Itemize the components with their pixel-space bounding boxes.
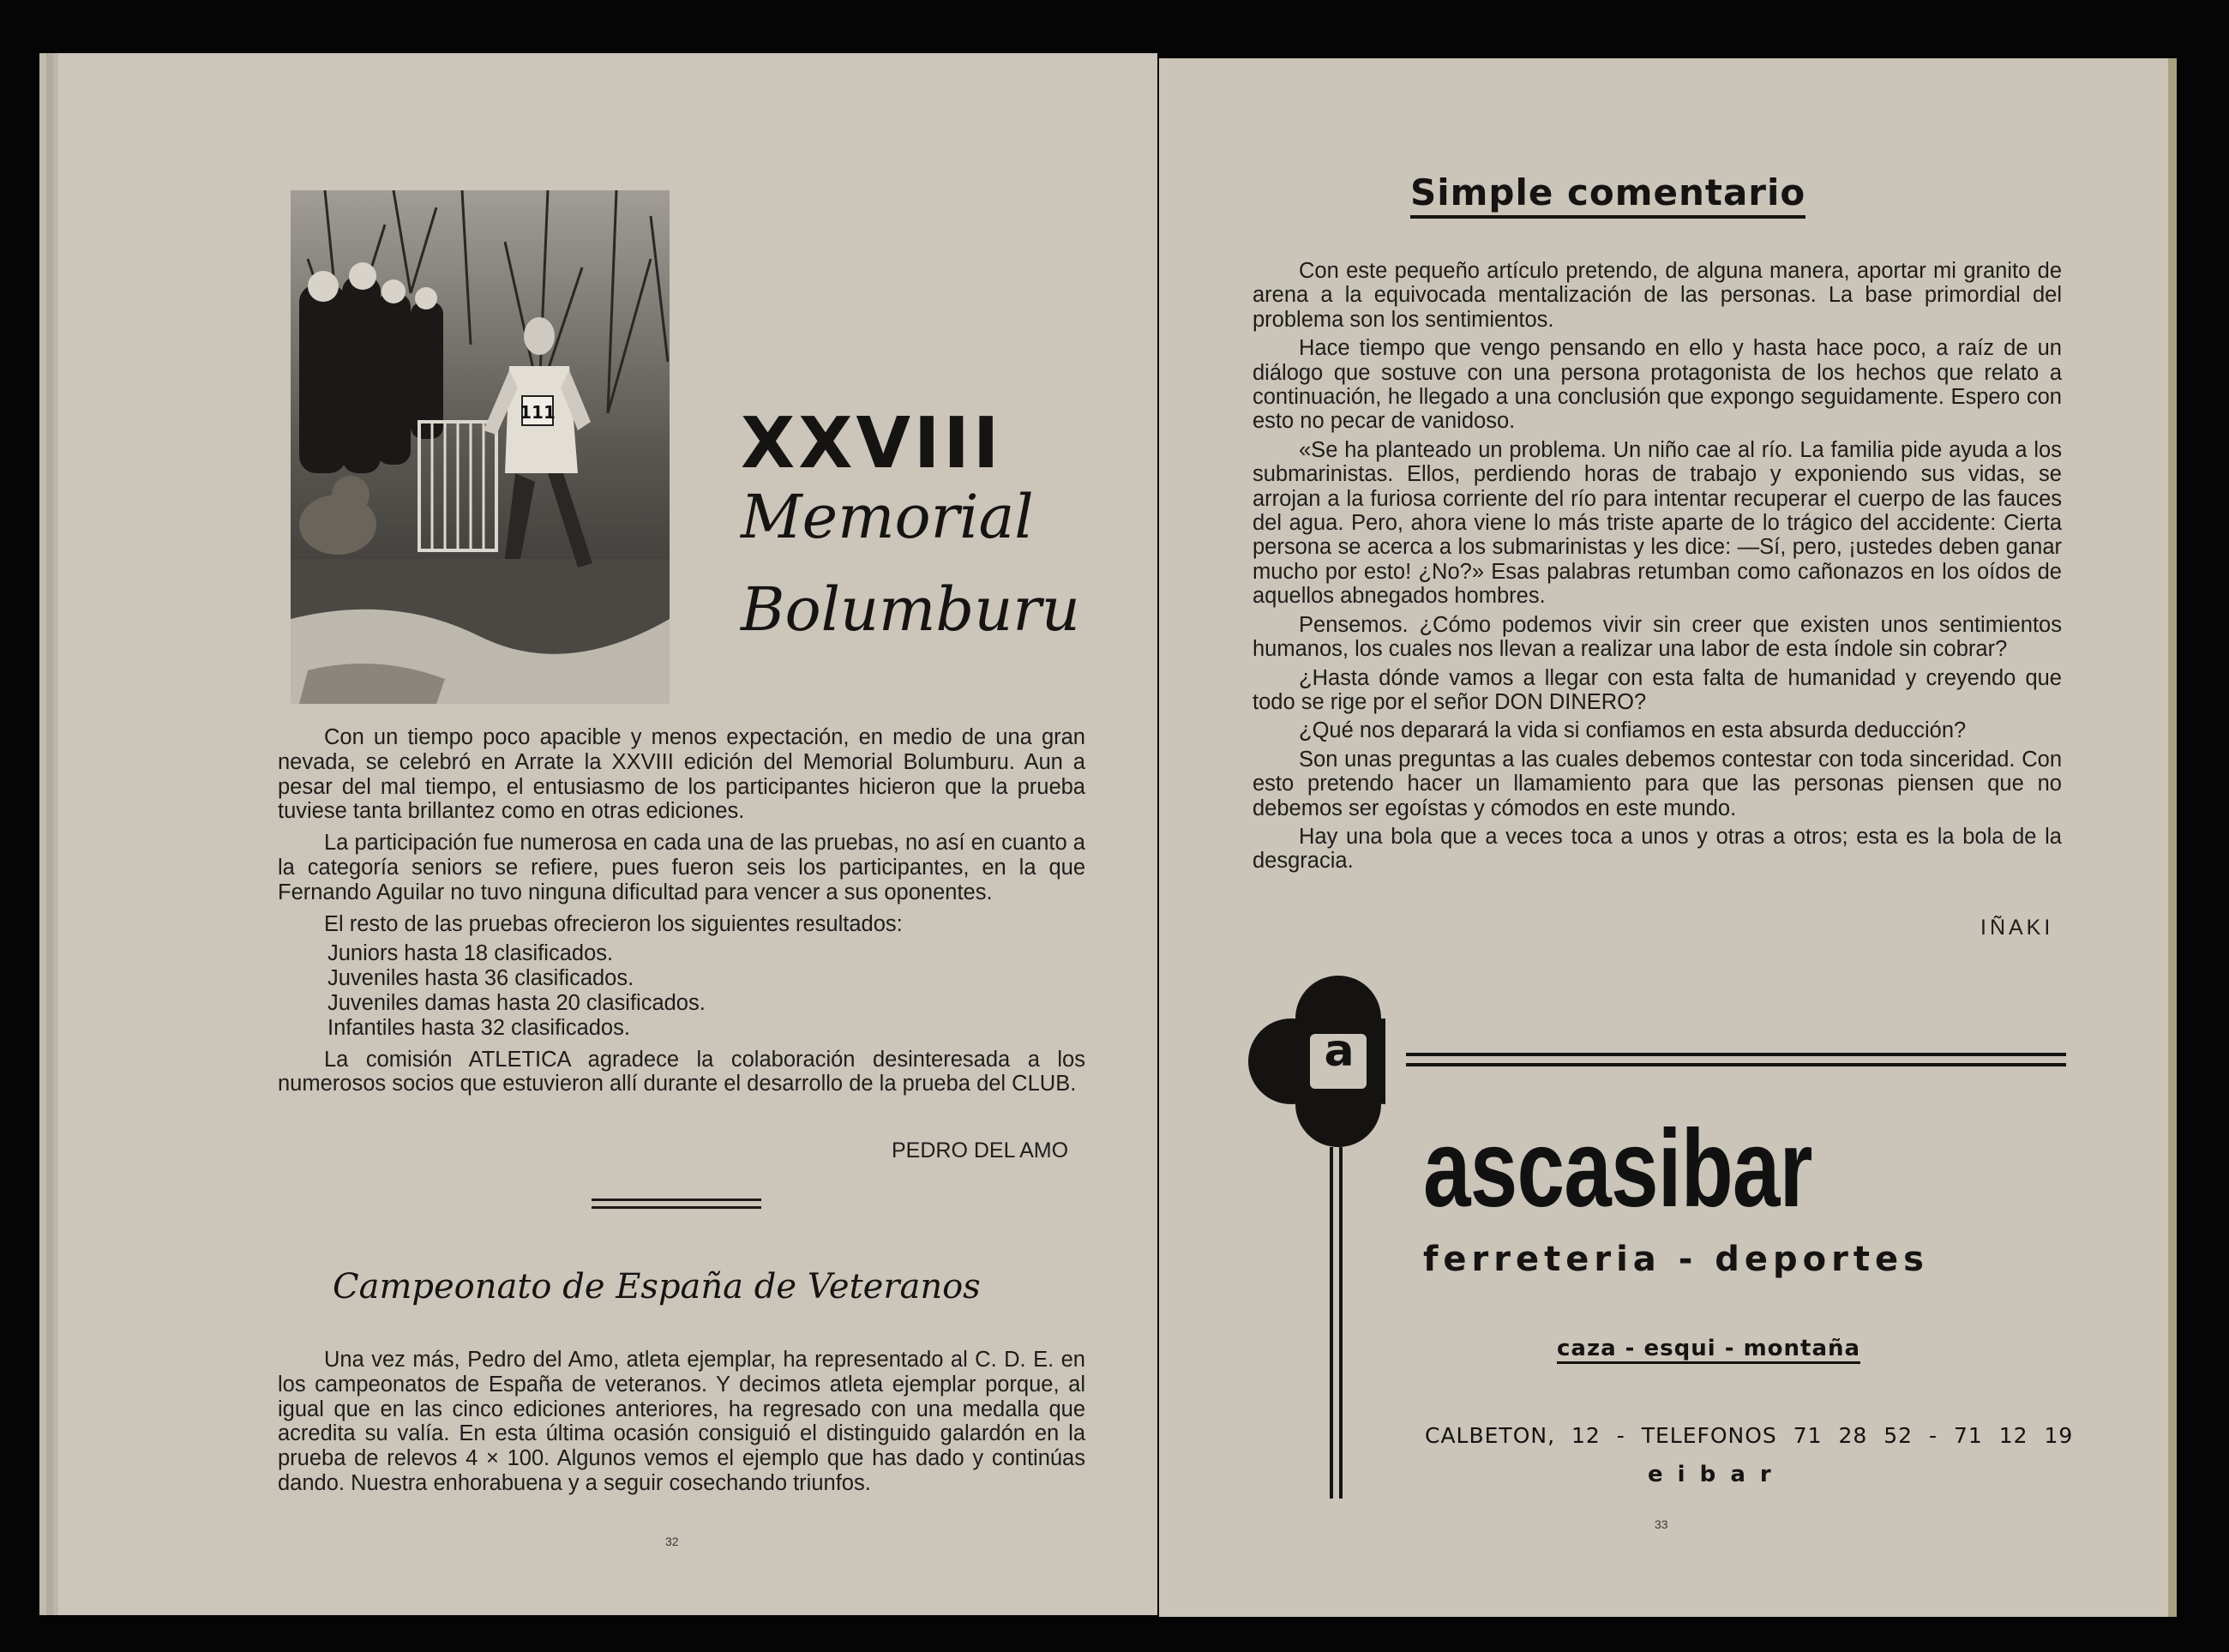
bib-number: 111: [520, 402, 556, 423]
closing-paragraph: La comisión ATLETICA agradece la colaboración desinteresada a los numerosos socios que estuvieron allí durante el desarrollo de la prueba del CLUB.: [278, 1047, 1085, 1096]
comentario-paragraph: Con este pequeño artículo pretendo, de alguna manera, aportar mi granito de arena a la equivocada mentalización de las personas. La base primordial del problema son los sentimientos.: [1253, 259, 2062, 332]
article-paragraph: La participación fue numerosa en cada una de las pruebas, no así en cuanto a la categoría seniors se refiere, pues fueron seis los participantes, en la que Fernando Aguilar no tuvo ninguna dificultad para vencer a sus oponentes.: [278, 831, 1085, 904]
page-number-left: 32: [665, 1535, 679, 1548]
page-number-right: 33: [1655, 1517, 1668, 1531]
ad-rule-bottom: [1406, 1063, 2066, 1066]
veterans-title: Campeonato de España de Veteranos: [333, 1267, 981, 1307]
memorial-article: [278, 725, 1085, 1096]
comentario-paragraph: Hay una bola que a veces toca a unos y otras a otros; esta es la bola de la desgracia.: [1253, 824, 2062, 874]
memorial-number: XXVIII: [741, 403, 1003, 484]
ad-city: e i b a r: [1648, 1462, 1775, 1487]
comentario-paragraph: «Se ha planteado un problema. Un niño cae al río. La familia pide ayuda a los submarinistas. Ellos, perdiendo horas de trabajo y exponiendo sus vidas, se arrojan a la furiosa corriente del río para intentar recuperar el cuerpo de las fauces del agua. Pero, ahora viene lo más triste aparte de lo trágico del accidente: Cierta persona se acerca a los submarinistas y les dice: —Sí, pero, ¡ustedes deben ganar mucho por esto! ¿No?» Esas palabras retumban como cañonazos en los oídos de aquellos abnegados hombres.: [1253, 437, 2062, 609]
results-list: [278, 941, 1085, 1040]
ad-ferreteria-deportes: ferreteria - deportes: [1423, 1240, 1929, 1279]
article-paragraph: Con un tiempo poco apacible y menos expectación, en medio de una gran nevada, se celebró en Arrate la XXVIII edición del Memorial Bolumburu. Aun a pesar del mal tiempo, el entusiasmo de los participantes hicieron que la prueba tuviese tanta brillantez como en otras ediciones.: [278, 725, 1085, 824]
ascasibar-name: ascasibar: [1423, 1108, 1812, 1230]
signature-inaki: IÑAKI: [1980, 916, 2054, 940]
section-divider: [592, 1198, 761, 1209]
comentario-article: [1253, 259, 2062, 874]
ad-address: CALBETON, 12 - TELEFONOS 71 28 52 - 71 12 19: [1425, 1423, 2074, 1448]
comentario-paragraph: Pensemos. ¿Cómo podemos vivir sin creer que existen unos sentimientos humanos, los cuales nos llevan a realizar una labor de esta índole sin cobrar?: [1253, 612, 2062, 662]
comentario-paragraph: Son unas preguntas a las cuales debemos contestar con toda sinceridad. Con esto pretendo hacer un llamamiento para que las personas piensen que no debemos ser egoístas y cómodos en este mundo.: [1253, 747, 2062, 820]
logo-letter: a: [1324, 1025, 1355, 1077]
comentario-paragraph: ¿Hasta dónde vamos a llegar con esta falta de humanidad y creyendo que todo se rige por el señor DON DINERO?: [1253, 665, 2062, 714]
comentario-paragraph: Hace tiempo que vengo pensando en ello y hasta hace poco, a raíz de un diálogo que sostuve con una persona protagonista de los hechos que relato a continuación, he llegado a una conclusión que expongo seguidamente. Espero con esto no pecar de vanidoso.: [1253, 336, 2062, 434]
article-paragraph: El resto de las pruebas ofrecieron los siguientes resultados:: [324, 911, 903, 936]
simple-comentario-title: Simple comentario: [1410, 171, 1805, 219]
ad-rule-top: [1406, 1053, 2066, 1056]
signature-pedro: PEDRO DEL AMO: [892, 1138, 1069, 1162]
ad-rule-vertical-left: [1330, 1147, 1333, 1499]
ad-caza-esqui-montana: caza - esqui - montaña: [1557, 1336, 1860, 1364]
runner-photo: [291, 190, 670, 704]
result-item: Juveniles damas hasta 20 clasificados.: [327, 990, 706, 1015]
veterans-article: [278, 1348, 1085, 1496]
memorial-title-line1: Memorial: [741, 482, 1034, 552]
ad-rule-vertical-right: [1339, 1147, 1343, 1499]
comentario-paragraph: ¿Qué nos deparará la vida si confiamos en esta absurda deducción?: [1299, 718, 1967, 743]
result-item: Juveniles hasta 36 clasificados.: [327, 966, 634, 991]
veterans-paragraph: Una vez más, Pedro del Amo, atleta ejemplar, ha representado al C. D. E. en los campeonatos de España de veteranos. Y decimos atleta ejemplar porque, al igual que en las cinco ediciones anteriores, ha regresado con una medalla que acredita su valía. En esta última ocasión consiguió el distinguido galardón en la prueba de relevos 4 × 100. Algunos vemos el ejemplo que has dado y continúas dando. Nuestra enhorabuena y a seguir cosechando triunfos.: [278, 1348, 1085, 1495]
result-item: Juniors hasta 18 clasificados.: [327, 941, 614, 966]
result-item: Infantiles hasta 32 clasificados.: [327, 1015, 630, 1040]
memorial-title-line2: Bolumburu: [741, 574, 1080, 645]
